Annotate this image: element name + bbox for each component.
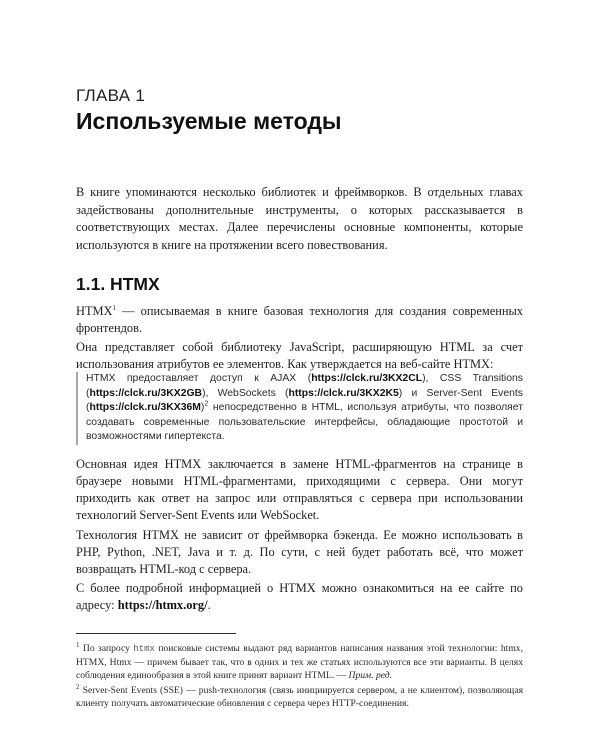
quote-link-ajax[interactable]: https://clck.ru/3KX2CL (311, 373, 423, 384)
footnote-1-text: поисковые системы выдают ряд вариантов написания названия этой технологии: htmx, HTMX, Htmx — причем бывает так, что в одних и тех же статьях используются все эти варианты. В целях соблюдения единообразия в этой книге принят вариант HTML. — (76, 643, 523, 682)
section-title: 1.1. HTMX (76, 274, 160, 294)
intro-paragraph: В книге упоминаются несколько библиотек и фреймворков. В отдельных главах задействованы дополнительные инструменты, о которых рассказывается в соответствующих местах. Далее перечислены основные компоненты, которые используются в книге на протяжении всего повествования. (76, 185, 523, 252)
htmx-quote (76, 372, 523, 445)
footnote-divider (76, 633, 236, 634)
footnote-1-code: htmx (133, 644, 155, 654)
quote-text: ) и Server-Sent Events ( (86, 387, 523, 414)
footnote-1-number: 1 (76, 640, 80, 649)
htmx-term: HTMX (76, 304, 113, 318)
footnote-ref-2[interactable]: 2 (204, 400, 209, 408)
footnote-2 (76, 684, 523, 710)
footnote-1 (76, 642, 523, 683)
quote-text: непосредственно в HTML, используя атрибуты, что позволяет создавать современные пользовательские интерфейсы, обладающие простотой и возможностями гипертекста. (86, 402, 523, 443)
editor-note: Прим. ред. (348, 670, 393, 682)
footnote-ref-1[interactable]: 1 (112, 303, 116, 312)
htmx-definition-text: — описываемая в книге базовая технология для создания современных фронтендов. (76, 304, 523, 335)
htmx-backend-paragraph: Технология HTMX не зависит от фреймворка бэкенда. Ее можно использовать в PHP, Python, .NET, Java и т. д. По сути, с ней будет работать всё, что может возвращать HTML-код с сервера. (76, 528, 523, 576)
quote-text: ), CSS Transitions ( (86, 373, 523, 399)
quote-link-sse[interactable]: https://clck.ru/3KX36M (89, 402, 201, 414)
quote-link-websockets[interactable]: https://clck.ru/3KX2K5 (288, 387, 399, 399)
chapter-label: ГЛАВА 1 (76, 86, 146, 105)
footnote-2-text: Server-Sent Events (SSE) — push-технология (связь инициируется сервером, а не клиентом), позволяющая клиенту получать автоматические обновления с сервера через HTTP-соединения. (76, 685, 523, 710)
htmx-site-link[interactable]: https://htmx.org/ (117, 598, 208, 612)
quote-text: ) (200, 402, 205, 414)
htmx-library-paragraph: Она представляет собой библиотеку JavaScript, расширяющую HTML за счет использования атрибутов ее элементов. Как утверждается на веб-сайте HTMX: (76, 340, 523, 371)
footnote-2-number: 2 (76, 682, 80, 691)
chapter-title: Используемые методы (76, 108, 342, 134)
htmx-definition-paragraph (76, 303, 523, 337)
quote-text: ), WebSockets ( (202, 387, 289, 399)
htmx-more-info-paragraph (76, 580, 523, 614)
quote-text: HTMX предоставляет доступ к AJAX ( (86, 373, 312, 384)
htmx-idea-paragraph: Основная идея HTMX заключается в замене HTML-фрагментов на странице в браузере новыми HTML-фрагментами, приходящими с сервера. Они могут приходить как ответ на запрос или отправляться с сервера при использовании технологий Server-Sent Events или WebSocket. (76, 457, 523, 522)
more-info-text: С более подробной информацией о HTMX можно ознакомиться на ее сайте по адресу: (76, 581, 523, 612)
more-info-end: . (207, 598, 211, 612)
quote-link-css-transitions[interactable]: https://clck.ru/3KX2GB (89, 387, 203, 399)
footnote-1-text: По запросу (79, 643, 134, 654)
